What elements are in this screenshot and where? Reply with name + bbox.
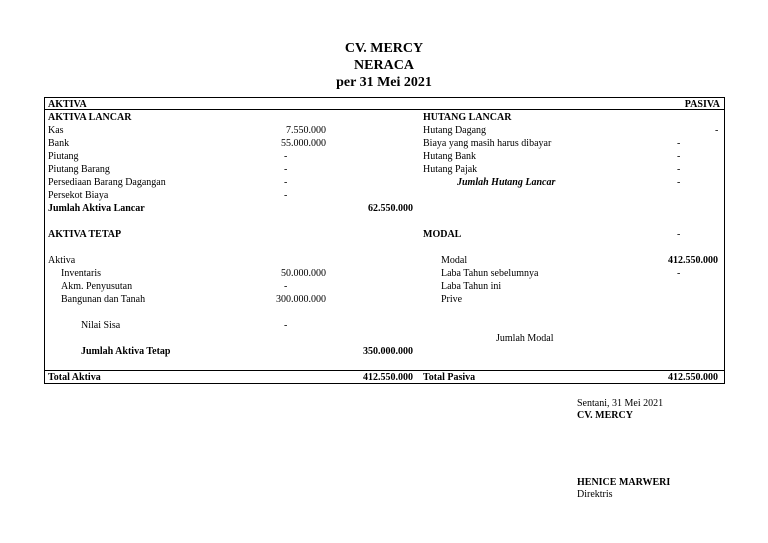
aktiva-subheading: Aktiva bbox=[48, 255, 76, 266]
signature-company: CV. MERCY bbox=[577, 410, 633, 421]
report-period: per 31 Mei 2021 bbox=[336, 75, 432, 90]
liabilities-total-label: Jumlah Hutang Lancar bbox=[457, 177, 556, 188]
fixed-asset-label: Bangunan dan Tanah bbox=[61, 294, 146, 305]
fixed-asset-label: Inventaris bbox=[61, 268, 101, 279]
signatory-role: Direktris bbox=[577, 489, 613, 500]
fixed-asset-value: - bbox=[284, 281, 288, 292]
fixed-asset-value: 300.000.000 bbox=[276, 294, 326, 305]
company-title: CV. MERCY bbox=[344, 41, 424, 56]
total-divider bbox=[44, 370, 725, 371]
current-asset-value: - bbox=[284, 190, 288, 201]
equity-label: Modal bbox=[441, 255, 468, 266]
equity-value: 412.550.000 bbox=[668, 255, 718, 266]
aktiva-heading: AKTIVA bbox=[48, 99, 87, 110]
current-asset-label: Piutang Barang bbox=[48, 164, 110, 175]
current-asset-label: Kas bbox=[48, 125, 64, 136]
liability-value: - bbox=[677, 138, 681, 149]
fixed-asset-label: Akm. Penyusutan bbox=[61, 281, 133, 292]
liability-value: - bbox=[715, 125, 719, 136]
modal-heading-value: - bbox=[677, 229, 681, 240]
hutang-lancar-heading: HUTANG LANCAR bbox=[423, 112, 512, 123]
fixed-assets-total-label: Jumlah Aktiva Tetap bbox=[81, 346, 171, 357]
balance-sheet-table bbox=[44, 97, 725, 384]
equity-label: Prive bbox=[441, 294, 463, 305]
total-assets-label: Total Aktiva bbox=[48, 372, 101, 383]
current-asset-label: Persekot Biaya bbox=[48, 190, 109, 201]
current-asset-value: 7.550.000 bbox=[286, 125, 326, 136]
modal-heading: MODAL bbox=[423, 229, 462, 240]
current-asset-value: 55.000.000 bbox=[281, 138, 326, 149]
current-assets-total-value: 62.550.000 bbox=[368, 203, 413, 214]
signatory-name: HENICE MARWERI bbox=[577, 477, 671, 488]
liability-label: Biaya yang masih harus dibayar bbox=[423, 138, 552, 149]
liability-value: - bbox=[677, 164, 681, 175]
report-title: NERACA bbox=[354, 58, 414, 73]
pasiva-heading: PASIVA bbox=[684, 99, 720, 110]
liability-label: Hutang Bank bbox=[423, 151, 477, 162]
equity-value: - bbox=[677, 268, 681, 279]
signature-place-date: Sentani, 31 Mei 2021 bbox=[577, 398, 664, 409]
total-assets-value: 412.550.000 bbox=[363, 372, 413, 383]
equity-label: Laba Tahun sebelumnya bbox=[441, 268, 539, 279]
current-asset-label: Persediaan Barang Dagangan bbox=[48, 177, 166, 188]
residual-value: - bbox=[284, 320, 288, 331]
fixed-assets-total-value: 350.000.000 bbox=[363, 346, 413, 357]
liability-value: - bbox=[677, 151, 681, 162]
equity-label: Laba Tahun ini bbox=[441, 281, 502, 292]
liability-label: Hutang Dagang bbox=[423, 125, 487, 136]
liability-label: Hutang Pajak bbox=[423, 164, 478, 175]
current-asset-value: - bbox=[284, 164, 288, 175]
residual-value-label: Nilai Sisa bbox=[81, 320, 121, 331]
current-assets-total-label: Jumlah Aktiva Lancar bbox=[48, 203, 145, 214]
current-asset-label: Piutang bbox=[48, 151, 79, 162]
fixed-asset-value: 50.000.000 bbox=[281, 268, 326, 279]
aktiva-tetap-heading: AKTIVA TETAP bbox=[48, 229, 122, 240]
total-liabilities-label: Total Pasiva bbox=[423, 372, 476, 383]
current-asset-value: - bbox=[284, 151, 288, 162]
aktiva-lancar-heading: AKTIVA LANCAR bbox=[48, 112, 132, 123]
equity-total-label: Jumlah Modal bbox=[496, 333, 554, 344]
liabilities-total-value: - bbox=[677, 177, 681, 188]
current-asset-label: Bank bbox=[48, 138, 70, 149]
current-asset-value: - bbox=[284, 177, 288, 188]
total-liabilities-value: 412.550.000 bbox=[668, 372, 718, 383]
